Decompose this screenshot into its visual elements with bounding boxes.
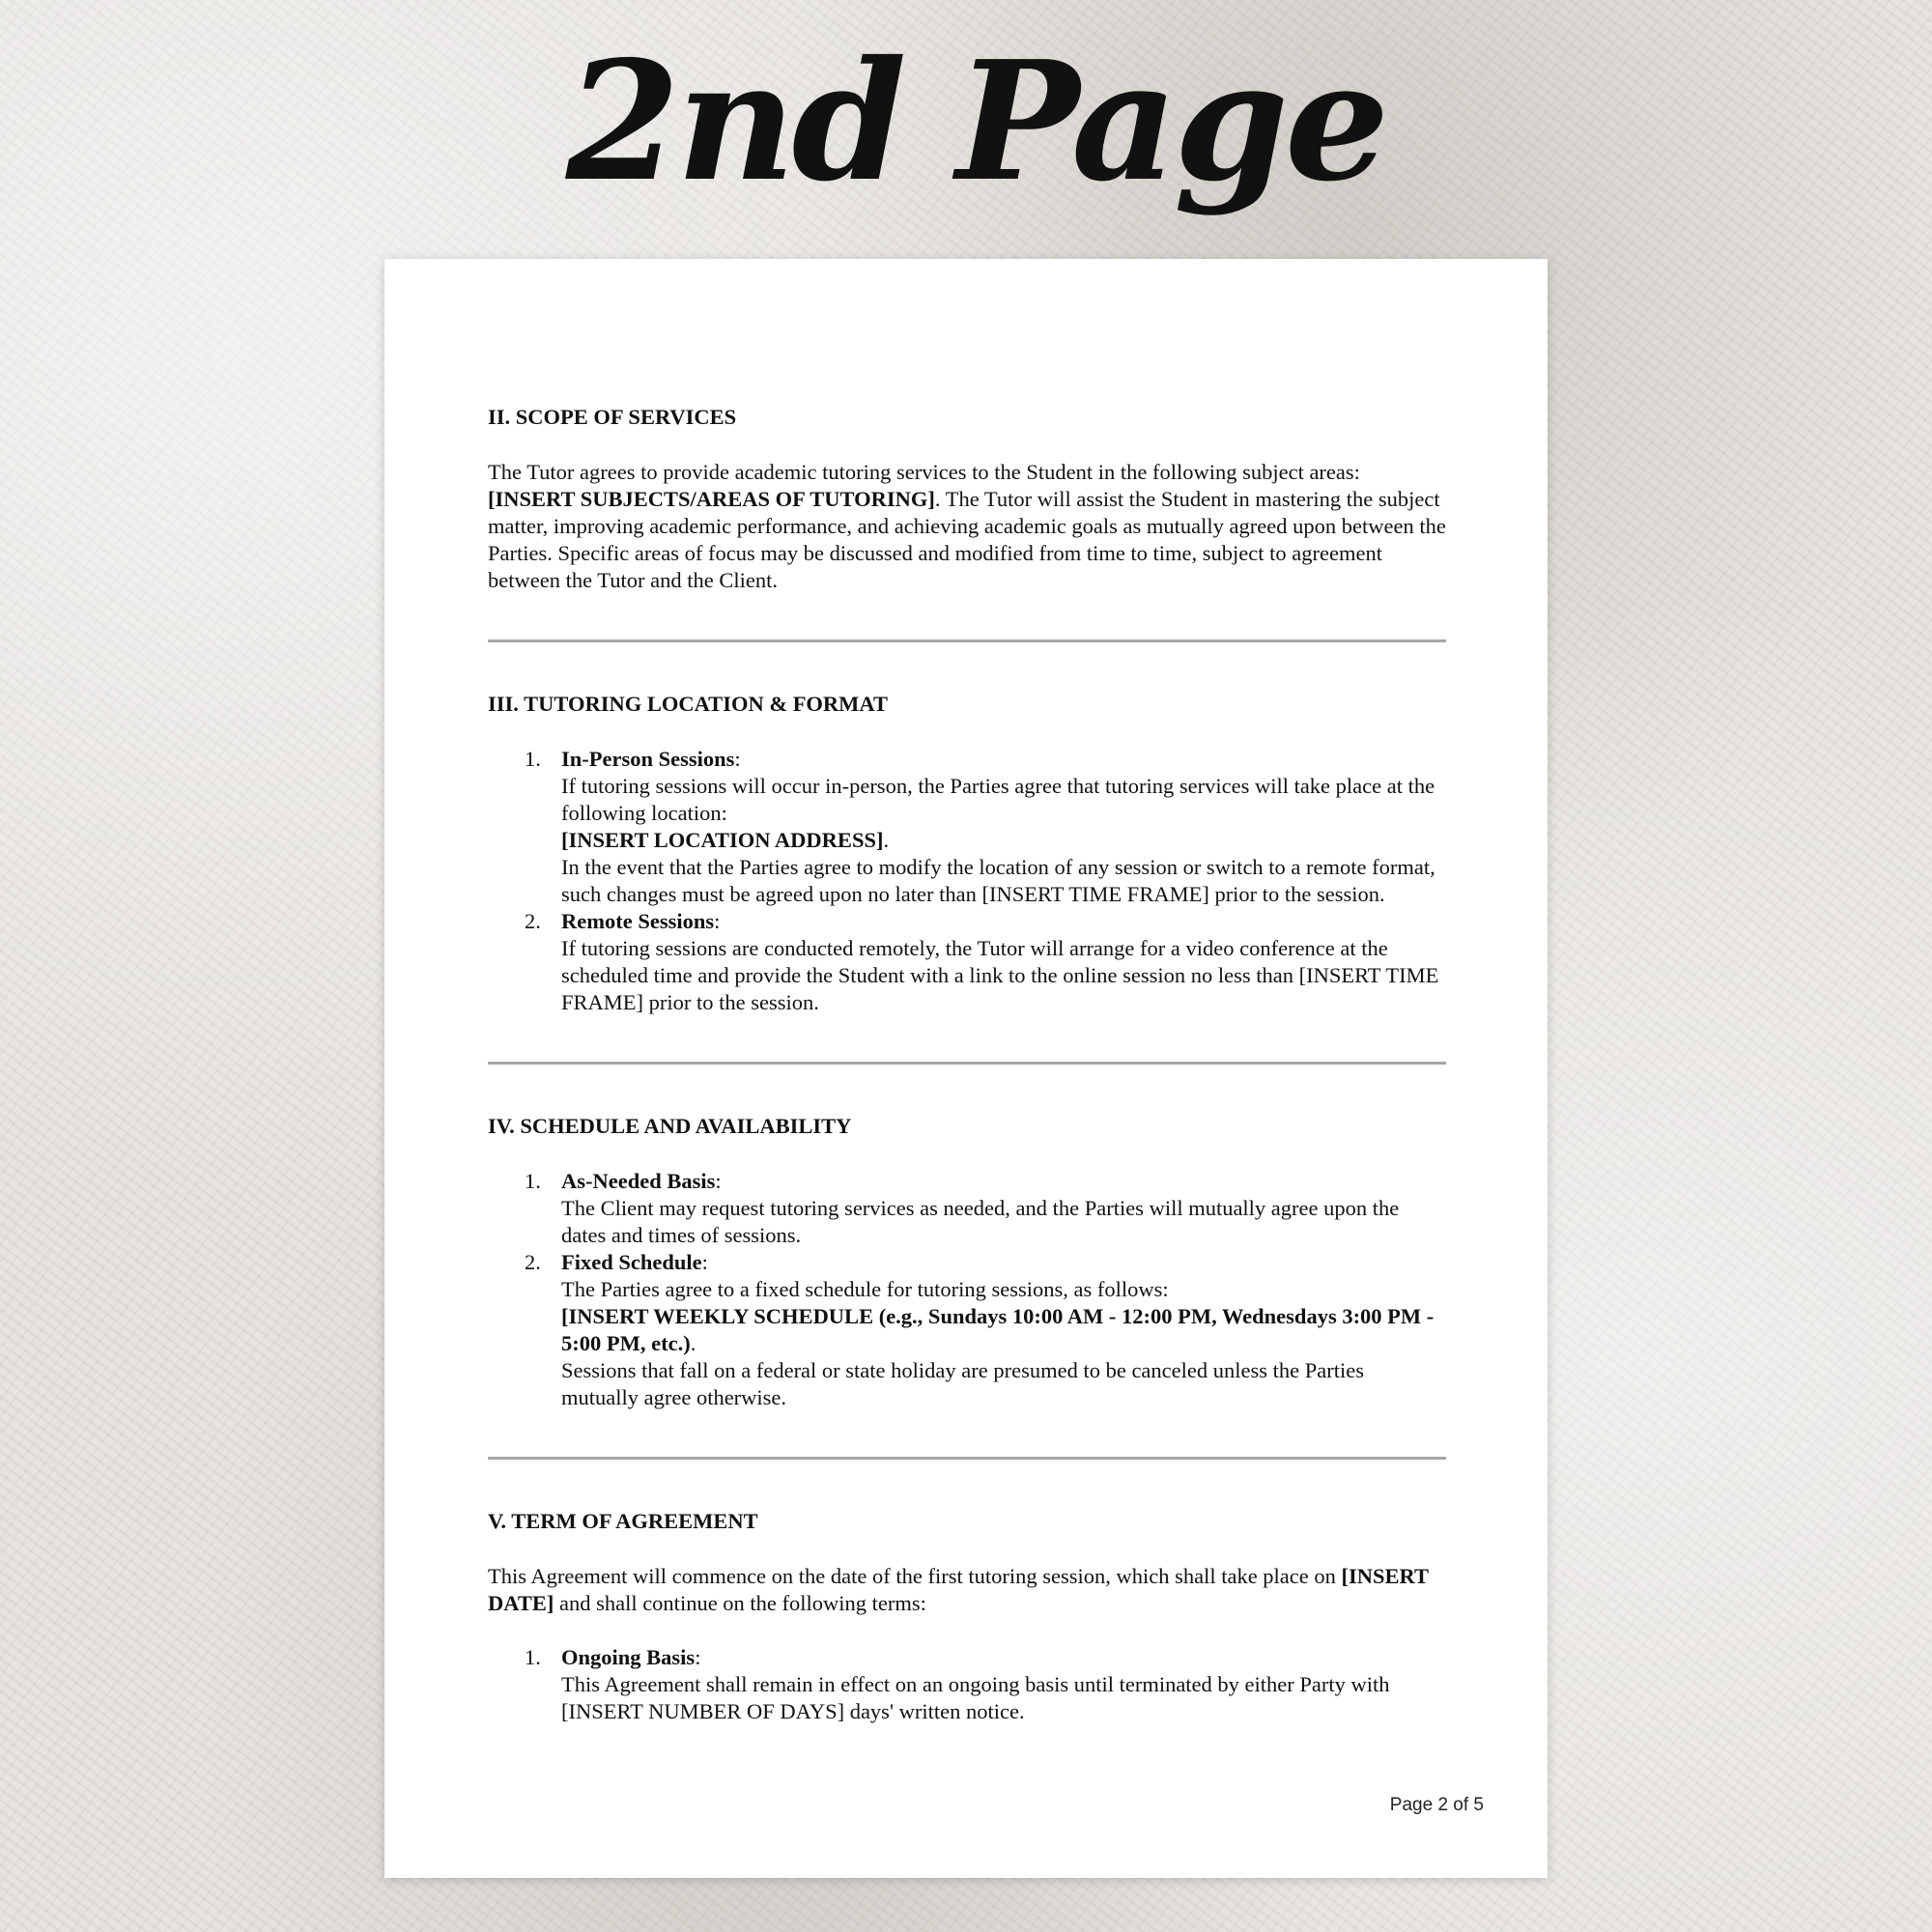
- list-number: 1.: [525, 747, 541, 771]
- term-text-rest: and shall continue on the following terms:: [558, 1591, 926, 1615]
- term-placeholder: [INSERT DATE]: [488, 1564, 1429, 1615]
- list-item: 2. Fixed Schedule: The Parties agree to a fixed schedule for tutoring sessions, as follows: [INSERT WEEKLY SCHEDULE (e.g., Sundays 10:00 AM - 12:00 PM, Wednesdays 3:00 PM - 5:00 PM, etc.). Sessions that fall on a federal or state holiday are presumed to be canceled unless the Parties mutually agree otherwise.: [488, 1249, 1446, 1411]
- list-number: 1.: [525, 1645, 541, 1669]
- section-divider: [488, 639, 1446, 642]
- list-item-title: Ongoing Basis: [561, 1645, 696, 1669]
- scope-text-rest: . The Tutor will assist the Student in mastering the subject matter, improving academic performance, and achieving academic goals as mutually agreed upon between the Parties. Specific areas of focus may be discussed and modified from time to time, subject to agreement between the Tutor and the Client.: [488, 487, 1446, 592]
- list-item-text: In the event that the Parties agree to modify the location of any session or switch to a remote format, such changes must be agreed upon no later than [INSERT TIME FRAME] prior to the session.: [561, 855, 1435, 906]
- list-item: 1. In-Person Sessions: If tutoring sessions will occur in-person, the Parties agree that tutoring services will take place at the following location: [INSERT LOCATION ADDRESS]. In the event that the Parties agree to modify the location of any session or switch to a remote format, such changes must be agreed upon no later than [INSERT TIME FRAME] prior to the session.: [488, 746, 1446, 908]
- section-heading: III. TUTORING LOCATION & FORMAT: [488, 692, 889, 716]
- page-number: Page 2 of 5: [1389, 1795, 1484, 1815]
- list-item: 1. Ongoing Basis: This Agreement shall remain in effect on an ongoing basis until terminated by either Party with [INSERT NUMBER OF DAYS] days' written notice.: [488, 1644, 1446, 1725]
- section-heading: II. SCOPE OF SERVICES: [488, 405, 737, 429]
- list-number: 2.: [525, 909, 541, 933]
- section-schedule: [488, 1113, 1446, 1411]
- list-item-title: Fixed Schedule: [561, 1250, 702, 1274]
- banner-title-text: 2nd Page: [565, 25, 1386, 218]
- banner-title: [0, 10, 1932, 251]
- list-item-text: If tutoring sessions will occur in-person, the Parties agree that tutoring services will take place at the following location:: [561, 774, 1435, 825]
- term-text: This Agreement will commence on the date of the first tutoring session, which shall take place on: [488, 1564, 1336, 1588]
- list-item-text: The Client may request tutoring services as needed, and the Parties will mutually agree upon the dates and times of sessions.: [561, 1196, 1400, 1247]
- location-list: [488, 746, 1446, 1016]
- list-number: 2.: [525, 1250, 541, 1274]
- section-scope-of-services: [488, 404, 1446, 594]
- term-paragraph: [488, 1563, 1446, 1617]
- scope-placeholder: [INSERT SUBJECTS/AREAS OF TUTORING]: [488, 487, 935, 511]
- scope-paragraph: [488, 459, 1446, 594]
- list-item-title: As-Needed Basis: [561, 1169, 716, 1193]
- section-term-of-agreement: [488, 1508, 1446, 1725]
- schedule-placeholder: [INSERT WEEKLY SCHEDULE (e.g., Sundays 10:00 AM - 12:00 PM, Wednesdays 3:00 PM - 5:00 PM, etc.): [561, 1304, 1435, 1355]
- section-heading: IV. SCHEDULE AND AVAILABILITY: [488, 1114, 852, 1138]
- document-content: [488, 404, 1446, 1725]
- scope-text: The Tutor agrees to provide academic tutoring services to the Student in the following subject areas:: [488, 460, 1360, 484]
- list-number: 1.: [525, 1169, 541, 1193]
- schedule-list: [488, 1168, 1446, 1411]
- list-item-title: In-Person Sessions: [561, 747, 735, 771]
- term-list: [488, 1644, 1446, 1725]
- section-divider: [488, 1457, 1446, 1460]
- list-item-title: Remote Sessions: [561, 909, 715, 933]
- list-item-text: The Parties agree to a fixed schedule for tutoring sessions, as follows:: [561, 1277, 1169, 1301]
- list-item: 2. Remote Sessions: If tutoring sessions are conducted remotely, the Tutor will arrange for a video conference at the scheduled time and provide the Student with a link to the online session no less than [INSERT TIME FRAME] prior to the session.: [488, 908, 1446, 1016]
- list-item: 1. As-Needed Basis: The Client may request tutoring services as needed, and the Parties will mutually agree upon the dates and times of sessions.: [488, 1168, 1446, 1249]
- section-tutoring-location: [488, 691, 1446, 1016]
- section-divider: [488, 1062, 1446, 1065]
- list-item-text: This Agreement shall remain in effect on an ongoing basis until terminated by either Party with [INSERT NUMBER OF DAYS] days' written notice.: [561, 1672, 1390, 1723]
- list-item-text: If tutoring sessions are conducted remotely, the Tutor will arrange for a video conference at the scheduled time and provide the Student with a link to the online session no less than [INSERT TIME FRAME] prior to the session.: [561, 936, 1439, 1014]
- section-heading: V. TERM OF AGREEMENT: [488, 1509, 758, 1533]
- document-page: [384, 259, 1548, 1878]
- location-placeholder: [INSERT LOCATION ADDRESS]: [561, 828, 884, 852]
- list-item-text: Sessions that fall on a federal or state holiday are presumed to be canceled unless the Parties mutually agree otherwise.: [561, 1358, 1364, 1409]
